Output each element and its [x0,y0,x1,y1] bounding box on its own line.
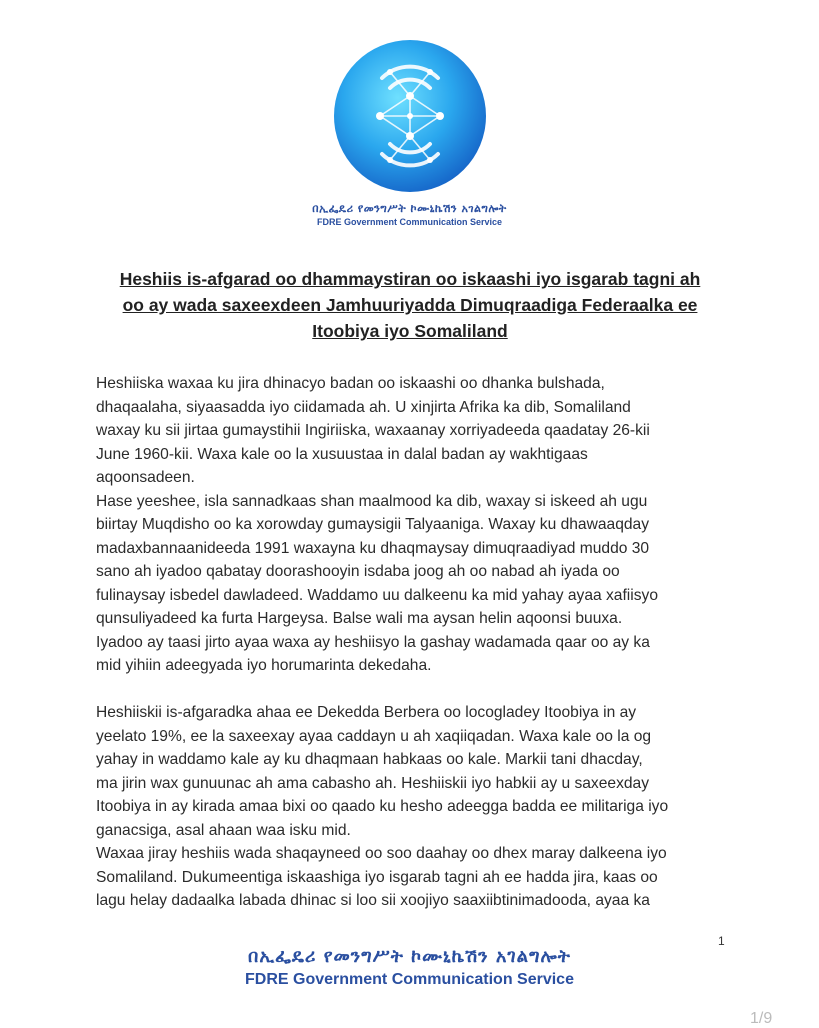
viewer-page-indicator: 1/9 [750,1010,773,1027]
body-line: waxay ku sii jirtaa gumaystihii Ingiriiska, waxaanay xorriyadeeda qaadatay 26-kii [96,422,650,439]
body-line: Waxaa jiray heshiis wada shaqayneed oo soo daahay oo dhex maray dalkeena iyo [96,845,667,862]
body-line: fulinaysay isbedel dawladeed. Waddamo uu dalkeenu ka mid yahay ayaa xafiisyo [96,586,658,604]
body-line: June 1960-kii. Waxa kale oo la xusuustaa in dalal badan ay wakhtigaas [96,445,588,463]
footer-amharic-text: በኢፌዴሪ የመንግሥት ኮሙኒኬሽን አገልግሎት [248,946,571,967]
body-line: Iyadoo ay taasi jirto ayaa waxa ay heshiisyo la gashay wadamada qaar oo ay ka [96,633,650,651]
title-line: Itoobiya iyo Somaliland [312,321,508,341]
body-line: mid yihiin adeegyada iyo horumarinta dekedaha. [96,657,432,674]
body-line: Heshiiskii is-afgaradka ahaa ee Dekedda Berbera oo locogladey Itoobiya in ay [96,704,637,721]
body-line: ma jirin wax gunuunac ah ama cabasho ah. Heshiiskii iyo habkii ay u saxeexday [96,774,650,792]
title-line: Heshiis is-afgarad oo dhammaystiran oo iskaashi iyo isgarab tagni ah [119,269,701,289]
body-line: dhaqaalaha, siyaasadda iyo ciidamada ah. U xinjirta Afrika ka dib, Somaliland [96,398,631,416]
body-line: qunsuliyadeed ka furta Hargeysa. Balse wali ma aysan helin aqoonsi buuxa. [96,610,623,627]
body-line: biirtay Muqdisho oo ka xorowday gumaysigii Talyaaniga. Waxay ku dhawaaqday [96,516,650,533]
page-number: 1 [718,934,725,948]
logo-english-text: FDRE Government Communication Service [316,217,503,227]
footer-english-text: FDRE Government Communication Service [245,971,574,988]
body-line: yeelato 19%, ee la saxeexay ayaa caddayn u ah xaqiiqadan. Waxa kale oo la og [96,727,652,745]
body-line: Heshiiska waxaa ku jira dhinacyo badan oo iskaashi oo dhanka bulshada, [96,375,605,392]
body-line: Hase yeeshee, isla sannadkaas shan maalmood ka dib, waxay si iskeed ah ugu [96,492,648,510]
body-line: sano ah iyadoo qabatay doorashooyin isdaba joog ah oo nabad ah iyada oo [96,563,620,580]
document-title [95,266,725,344]
logo-amharic-text: በኢፌዴሪ የመንግሥት ኮሙኒኬሽን አገልግሎት [312,202,507,215]
body-line: lagu helay dadaalka labada dhinac si loo sii xoojiyo saaxiibtinimadooda, ayaa ka [96,892,650,909]
fdre-gcs-logo-icon [330,36,490,196]
body-line: madaxbannaanideeda 1991 waxayna ku dhaqmaysay dimuqraadiyad muddo 30 [96,539,650,557]
body-line: Somaliland. Dukumeentiga iskaashiga iyo isgarab tagni ah ee hadda jira, kaas oo [96,868,658,886]
body-line: aqoonsadeen. [96,469,195,486]
body-line: yahay in waddamo kale ay ku dhaqmaan habkaas oo kale. Markii tani dhacday, [96,751,643,768]
page-footer [0,946,819,989]
paragraph-spacer [96,678,736,702]
body-line: ganacsiga, asal ahaan waa isku mid. [96,821,351,839]
title-line: oo ay wada saxeexdeen Jamhuuriyadda Dimuqraadiga Federaalka ee [122,295,698,315]
body-line: Itoobiya in ay kirada amaa bixi oo qaado ku hesho adeegga badda ee militariga iyo [96,798,669,815]
document-body [96,372,736,913]
header-logo [0,36,819,227]
